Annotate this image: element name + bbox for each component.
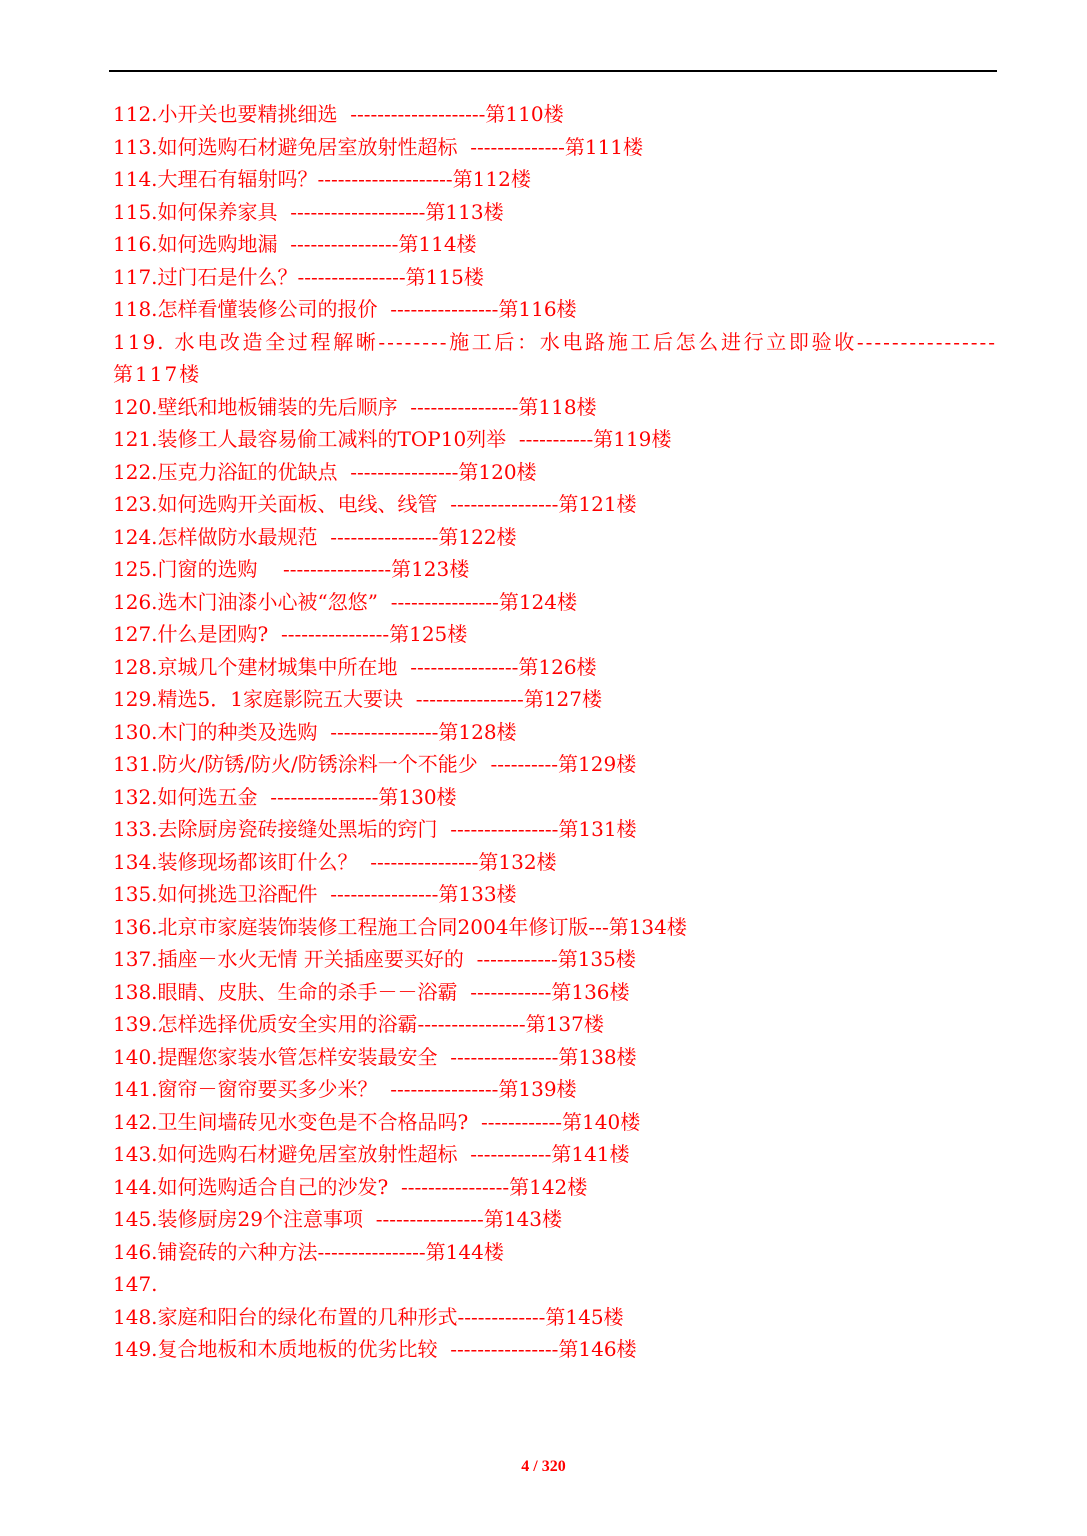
toc-entry[interactable]: 120.壁纸和地板铺装的先后顺序 ----------------第118楼 — [113, 394, 597, 419]
table-of-contents — [113, 98, 997, 1366]
toc-entry[interactable]: 135.如何挑选卫浴配件 ----------------第133楼 — [113, 882, 517, 906]
header-rule — [109, 70, 997, 72]
toc-entry[interactable]: 114.大理石有辐射吗？--------------------第112楼 — [113, 167, 531, 191]
toc-entry[interactable]: 112.小开关也要精挑细选 --------------------第110楼 — [113, 102, 564, 126]
toc-entry[interactable]: 118.怎样看懂装修公司的报价 ----------------第116楼 — [113, 297, 577, 321]
toc-entry[interactable]: 121.装修工人最容易偷工减料的TOP10列举 -----------第119楼 — [113, 427, 672, 451]
toc-entry[interactable]: 129.精选5．1家庭影院五大要诀 ----------------第127楼 — [113, 687, 602, 711]
toc-entry[interactable]: 113.如何选购石材避免居室放射性超标 --------------第111楼 — [113, 134, 644, 159]
toc-entry[interactable]: 143.如何选购石材避免居室放射性超标 ------------第141楼 — [113, 1142, 630, 1166]
toc-entry[interactable]: 145.装修厨房29个注意事项 ----------------第143楼 — [113, 1207, 562, 1231]
toc-entry[interactable]: 119. 水电改造全过程解晰--------施工后：水电路施工后怎么进行立即验收----------------第117楼 — [113, 329, 997, 386]
toc-entry[interactable]: 133.去除厨房瓷砖接缝处黑垢的窍门 ----------------第131楼 — [113, 817, 637, 841]
toc-entry[interactable]: 124.怎样做防水最规范 ----------------第122楼 — [113, 524, 517, 549]
toc-entry[interactable]: 137.插座－水火无情 开关插座要买好的 ------------第135楼 — [113, 947, 636, 971]
toc-entry[interactable]: 138.眼睛、皮肤、生命的杀手－－浴霸 ------------第136楼 — [113, 979, 630, 1004]
toc-entry[interactable]: 123.如何选购开关面板、电线、线管 ----------------第121楼 — [113, 492, 637, 516]
toc-entry[interactable]: 144.如何选购适合自己的沙发? ----------------第142楼 — [113, 1174, 588, 1199]
toc-entry: 147. — [113, 1272, 158, 1296]
toc-entry[interactable]: 131.防火/防锈/防火/防锈涂料一个不能少 ----------第129楼 — [113, 752, 637, 776]
page-number: 4 / 320 — [521, 1458, 566, 1475]
toc-entry[interactable]: 122.压克力浴缸的优缺点 ----------------第120楼 — [113, 459, 537, 484]
toc-entry[interactable]: 140.提醒您家装水管怎样安装最安全 ----------------第138楼 — [113, 1044, 637, 1069]
toc-entry[interactable]: 117.过门石是什么？----------------第115楼 — [113, 264, 484, 289]
toc-entry[interactable]: 125.门窗的选购 ----------------第123楼 — [113, 557, 470, 581]
toc-entry[interactable]: 132.如何选五金 ----------------第130楼 — [113, 784, 457, 809]
toc-entry[interactable]: 126.选木门油漆小心被“忽悠” ----------------第124楼 — [113, 589, 577, 614]
toc-entry[interactable]: 146.铺瓷砖的六种方法----------------第144楼 — [113, 1239, 504, 1264]
toc-entry[interactable]: 136.北京市家庭装饰装修工程施工合同2004年修订版---第134楼 — [113, 914, 687, 939]
toc-entry[interactable]: 127.什么是团购? ----------------第125楼 — [113, 622, 468, 646]
toc-entry[interactable]: 116.如何选购地漏 ----------------第114楼 — [113, 232, 477, 256]
toc-entry[interactable]: 128.京城几个建材城集中所在地 ----------------第126楼 — [113, 654, 597, 679]
toc-entry[interactable]: 134.装修现场都该盯什么？ ----------------第132楼 — [113, 849, 557, 874]
toc-entry[interactable]: 130.木门的种类及选购 ----------------第128楼 — [113, 719, 517, 744]
toc-entry[interactable]: 141.窗帘－窗帘要买多少米？ ----------------第139楼 — [113, 1077, 577, 1101]
toc-entry[interactable]: 115.如何保养家具 --------------------第113楼 — [113, 199, 504, 224]
toc-entry[interactable]: 139.怎样选择优质安全实用的浴霸----------------第137楼 — [113, 1012, 604, 1036]
toc-entry[interactable]: 148.家庭和阳台的绿化布置的几种形式-------------第145楼 — [113, 1304, 624, 1329]
toc-entry[interactable]: 149.复合地板和木质地板的优劣比较 ----------------第146楼 — [113, 1337, 637, 1361]
toc-entry[interactable]: 142.卫生间墙砖见水变色是不合格品吗? ------------第140楼 — [113, 1109, 641, 1134]
